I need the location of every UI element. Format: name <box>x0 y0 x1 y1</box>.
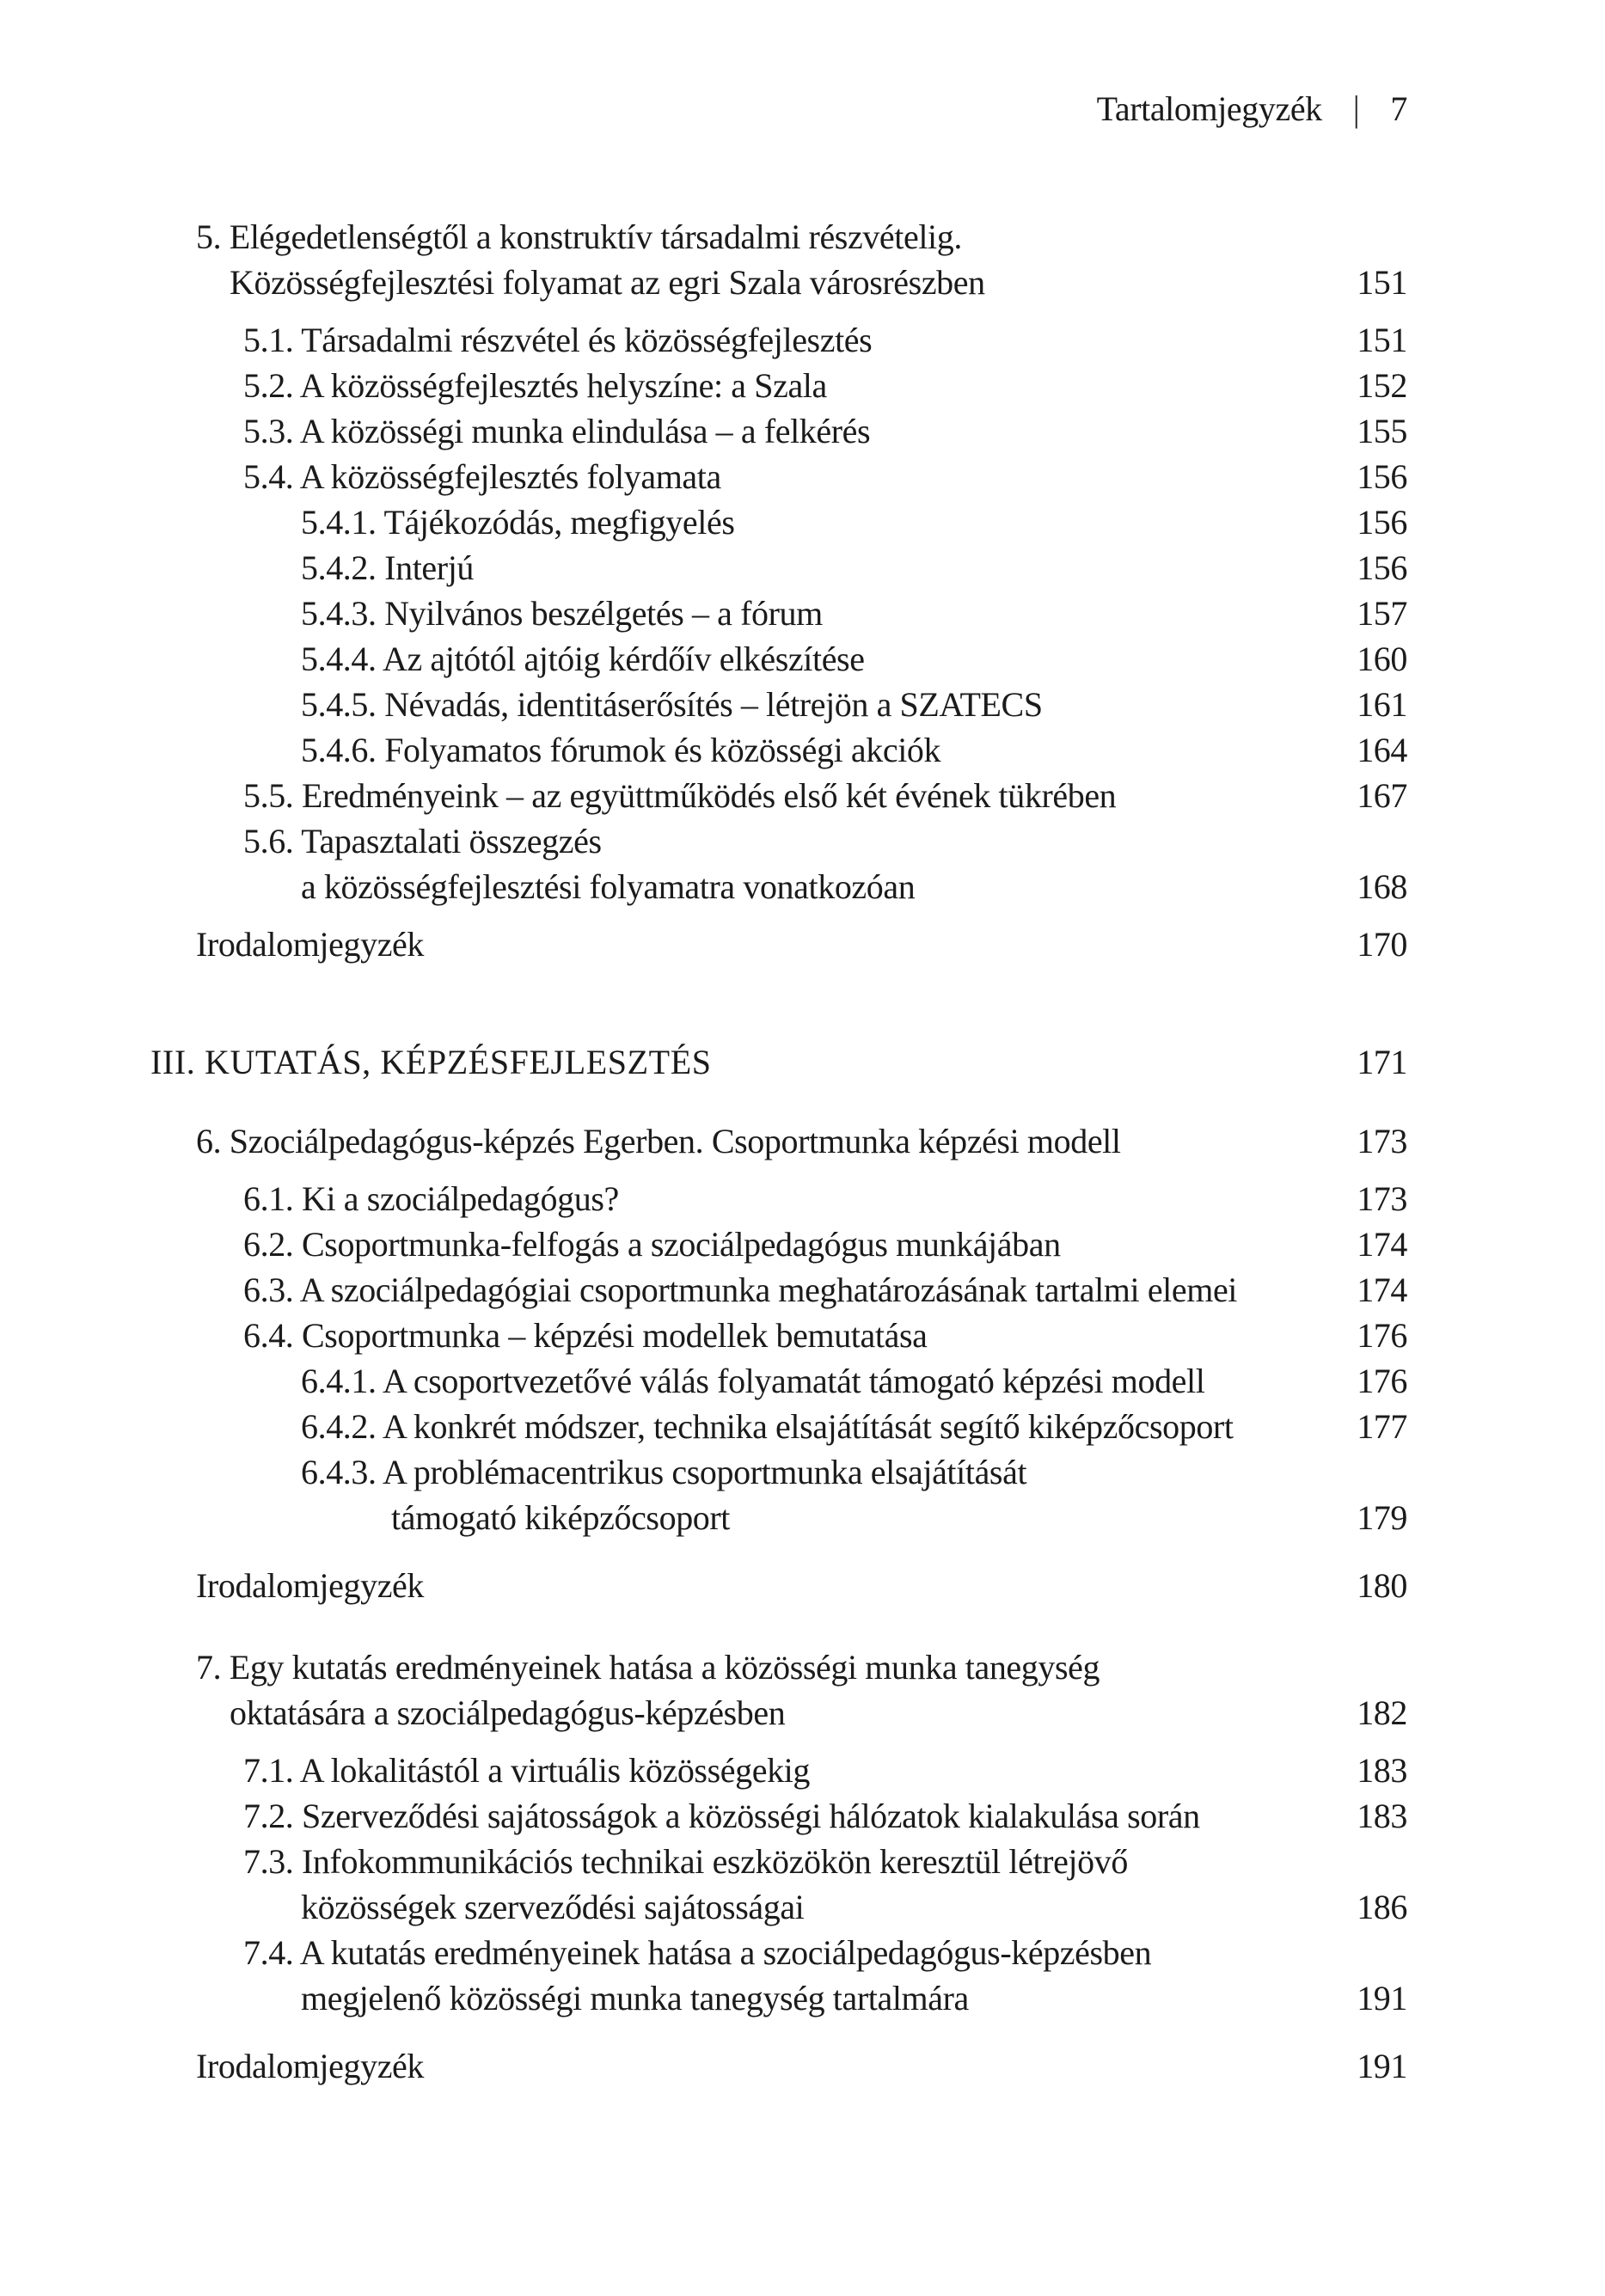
toc-entry-page: 167 <box>1357 776 1407 815</box>
toc-entry <box>150 1118 1407 1164</box>
toc-entry-page: 180 <box>1357 1566 1407 1605</box>
toc-entry-lines <box>150 1313 1345 1358</box>
toc-entry-line: 7.4. A kutatás eredményeinek hatása a szociálpedagógus-képzésben <box>243 1933 1152 1972</box>
toc-entry-page: 174 <box>1357 1225 1407 1264</box>
toc-entry-lines <box>150 454 1345 499</box>
toc-entry-lines <box>150 214 1345 305</box>
toc-entry-page: 156 <box>1357 548 1407 587</box>
toc-entry <box>150 591 1407 636</box>
toc-entry-page: 161 <box>1357 685 1407 724</box>
toc-entry <box>150 1176 1407 1221</box>
toc-entry-page: 155 <box>1357 412 1407 450</box>
toc-entry-lines <box>150 1118 1345 1164</box>
toc-entry-lines <box>150 1748 1345 1793</box>
toc-entry-page: 156 <box>1357 503 1407 542</box>
toc-entry-page: 177 <box>1357 1407 1407 1446</box>
toc-entry-line: III. KUTATÁS, KÉPZÉSFEJLESZTÉS <box>150 1043 712 1081</box>
toc-entry <box>150 1930 1407 2021</box>
toc-entry <box>150 1839 1407 1930</box>
toc-entry-lines <box>150 1839 1345 1930</box>
toc-entry-lines <box>150 727 1345 773</box>
toc-entry-lines <box>150 773 1345 818</box>
toc-entry-page: 164 <box>1357 731 1407 769</box>
toc-entry-line: 5.4.3. Nyilvános beszélgetés – a fórum <box>301 594 823 633</box>
toc-entry <box>150 1793 1407 1839</box>
toc-entry-page: 173 <box>1357 1122 1407 1160</box>
toc-entry-page: 182 <box>1357 1693 1407 1732</box>
toc-entry-line: a közösségfejlesztési folyamatra vonatkozóan <box>301 867 916 906</box>
toc-entry-lines <box>150 1930 1345 2021</box>
page-header <box>150 86 1407 132</box>
toc-entry-page: 173 <box>1357 1179 1407 1218</box>
toc-entry-line: 6.4.2. A konkrét módszer, technika elsajátítását segítő kiképzőcsoport <box>301 1407 1234 1446</box>
toc-entry-line: 5.6. Tapasztalati összegzés <box>243 822 602 860</box>
toc-entry-page: 176 <box>1357 1362 1407 1400</box>
toc-entry <box>150 1039 1407 1085</box>
toc-entry <box>150 1644 1407 1736</box>
toc-entry-line: 5.4.6. Folyamatos fórumok és közösségi akciók <box>301 731 941 769</box>
toc-entry-line: Irodalomjegyzék <box>196 925 424 964</box>
toc-entry <box>150 1563 1407 1608</box>
toc-entry-lines <box>150 1644 1345 1736</box>
toc-entry-line: oktatására a szociálpedagógus-képzésben <box>230 1693 786 1732</box>
toc-entry <box>150 454 1407 499</box>
toc-entry-line: Közösségfejlesztési folyamat az egri Szala városrészben <box>230 263 985 302</box>
toc-entry-page: 191 <box>1357 1979 1407 2017</box>
toc-entry <box>150 1449 1407 1540</box>
toc-entry-lines <box>150 1793 1345 1839</box>
toc-entry-line: 6.1. Ki a szociálpedagógus? <box>243 1179 619 1218</box>
toc-entry-lines <box>150 1221 1345 1267</box>
toc-entry <box>150 214 1407 305</box>
toc-entry-line: 7.2. Szerveződési sajátosságok a közösségi hálózatok kialakulása során <box>243 1797 1200 1835</box>
toc-entry-lines <box>150 1358 1345 1404</box>
toc-entry-page: 179 <box>1357 1498 1407 1537</box>
toc-entry-page: 156 <box>1357 457 1407 496</box>
toc-entry-page: 174 <box>1357 1270 1407 1309</box>
toc-entry <box>150 1221 1407 1267</box>
toc-entry <box>150 636 1407 682</box>
toc-entry-page: 160 <box>1357 640 1407 678</box>
page-title: Tartalomjegyzék <box>1096 89 1322 128</box>
toc-entry-line: 6.2. Csoportmunka-felfogás a szociálpedagógus munkájában <box>243 1225 1061 1264</box>
toc-entry <box>150 2043 1407 2089</box>
toc-entry-lines <box>150 682 1345 727</box>
toc-entry-line: 5.4.5. Névadás, identitáserősítés – létrejön a SZATECS <box>301 685 1043 724</box>
toc-entry-line: 5.3. A közösségi munka elindulása – a felkérés <box>243 412 871 450</box>
toc-entry-line: közösségek szerveződési sajátosságai <box>301 1888 805 1926</box>
toc-entry-line: 6.3. A szociálpedagógiai csoportmunka meghatározásának tartalmi elemei <box>243 1270 1238 1309</box>
toc-entry-lines <box>150 818 1345 909</box>
toc-entry-lines <box>150 1267 1345 1313</box>
toc-entry-lines <box>150 545 1345 591</box>
toc-entry <box>150 545 1407 591</box>
toc-entry-line: 5.4. A közösségfejlesztés folyamata <box>243 457 721 496</box>
toc-entry-line: Irodalomjegyzék <box>196 2047 424 2085</box>
toc-entry-line: 7.1. A lokalitástól a virtuális közösségekig <box>243 1751 810 1790</box>
toc-entry-line: 6.4. Csoportmunka – képzési modellek bemutatása <box>243 1316 928 1355</box>
toc-entry-lines <box>150 591 1345 636</box>
toc-entry-line: 5.4.1. Tájékozódás, megfigyelés <box>301 503 735 542</box>
toc-entry-line: 5. Elégedetlenségtől a konstruktív társadalmi részvételig. <box>196 217 962 256</box>
toc-entry <box>150 1404 1407 1449</box>
toc-entry-lines <box>150 1176 1345 1221</box>
toc-entry <box>150 727 1407 773</box>
toc-entry <box>150 499 1407 545</box>
toc-entry-line: Irodalomjegyzék <box>196 1566 424 1605</box>
toc-entry-lines <box>150 636 1345 682</box>
header-divider: | <box>1352 88 1360 130</box>
toc-entry <box>150 921 1407 967</box>
toc-entry-lines <box>150 317 1345 363</box>
header-page-number: 7 <box>1390 89 1407 128</box>
toc-entry <box>150 1267 1407 1313</box>
toc-entry <box>150 363 1407 408</box>
toc-entry-lines <box>150 499 1345 545</box>
toc-entry-page: 170 <box>1357 925 1407 964</box>
toc-entry-line: 7.3. Infokommunikációs technikai eszközökön keresztül létrejövő <box>243 1842 1128 1881</box>
toc-entry-page: 186 <box>1357 1888 1407 1926</box>
toc-entry-lines <box>150 363 1345 408</box>
toc-entry <box>150 317 1407 363</box>
toc-entry-page: 176 <box>1357 1316 1407 1355</box>
toc-entry-line: 5.2. A közösségfejlesztés helyszíne: a Szala <box>243 366 827 405</box>
toc-entry-page: 191 <box>1357 2047 1407 2085</box>
toc-entry-line: 7. Egy kutatás eredményeinek hatása a közösségi munka tanegység <box>196 1648 1100 1687</box>
toc-entry-page: 183 <box>1357 1751 1407 1790</box>
toc-entry-line: 6.4.3. A problémacentrikus csoportmunka elsajátítását <box>301 1453 1027 1491</box>
toc-entry-page: 151 <box>1357 263 1407 302</box>
toc-entry-page: 157 <box>1357 594 1407 633</box>
toc-entry-line: 5.1. Társadalmi részvétel és közösségfejlesztés <box>243 321 873 359</box>
toc-entry-line: megjelenő közösségi munka tanegység tartalmára <box>301 1979 969 2017</box>
toc-entry-line: 6.4.1. A csoportvezetővé válás folyamatát támogató képzési modell <box>301 1362 1205 1400</box>
toc-entry-lines <box>150 1039 1345 1085</box>
toc-entry-line: 5.5. Eredményeink – az együttműködés első két évének tükrében <box>243 776 1117 815</box>
toc-entry-page: 168 <box>1357 867 1407 906</box>
toc-entry <box>150 1748 1407 1793</box>
toc-entry-page: 151 <box>1357 321 1407 359</box>
toc-entry-line: 5.4.4. Az ajtótól ajtóig kérdőív elkészítése <box>301 640 865 678</box>
toc-entry-lines <box>150 1563 1345 1608</box>
toc-entry-line: 6. Szociálpedagógus-képzés Egerben. Csoportmunka képzési modell <box>196 1122 1121 1160</box>
toc-entry-line: támogató kiképzőcsoport <box>391 1498 731 1537</box>
toc-entry-lines <box>150 2043 1345 2089</box>
toc-entry-lines <box>150 1449 1345 1540</box>
toc-list <box>150 214 1407 2089</box>
toc-entry <box>150 1313 1407 1358</box>
toc-entry-page: 183 <box>1357 1797 1407 1835</box>
toc-entry-lines <box>150 1404 1345 1449</box>
toc-entry-page: 152 <box>1357 366 1407 405</box>
toc-entry-line: 5.4.2. Interjú <box>301 548 475 587</box>
toc-entry <box>150 773 1407 818</box>
toc-entry-lines <box>150 921 1345 967</box>
toc-entry <box>150 818 1407 909</box>
toc-entry-page: 171 <box>1357 1043 1407 1081</box>
toc-entry <box>150 682 1407 727</box>
toc-entry <box>150 1358 1407 1404</box>
toc-entry <box>150 408 1407 454</box>
toc-entry-lines <box>150 408 1345 454</box>
